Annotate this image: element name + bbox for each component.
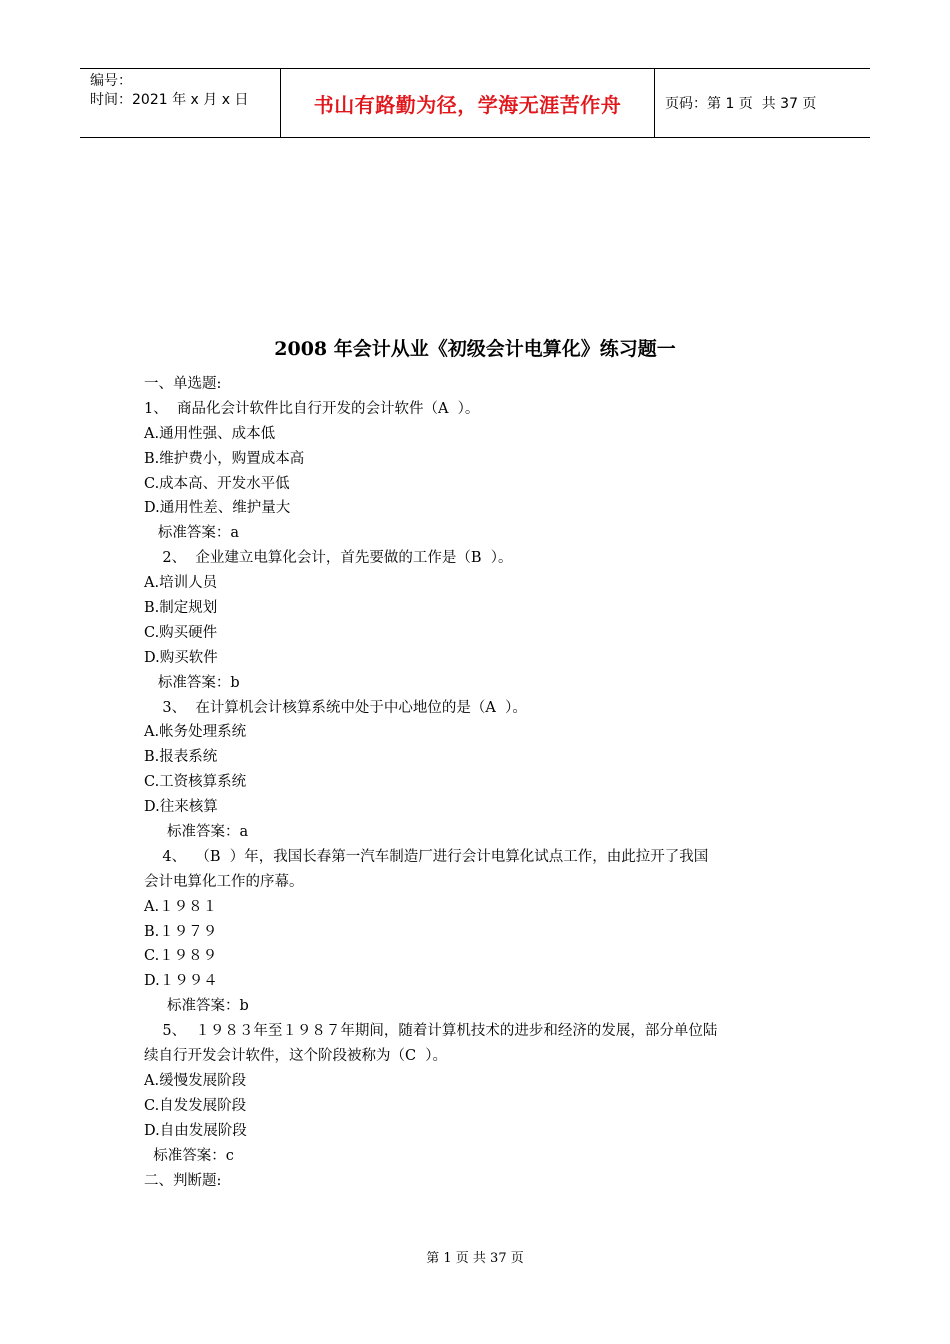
- body-line: 标准答案：a: [144, 824, 249, 841]
- body-line: 3、 在计算机会计核算系统中处于中心地位的是（A ）。: [144, 699, 527, 716]
- page-header: [80, 68, 870, 138]
- question-body: [144, 372, 824, 1193]
- body-line: A.１９８１: [144, 898, 218, 915]
- body-line: 标准答案：b: [144, 674, 240, 691]
- body-line: D.自由发展阶段: [144, 1122, 247, 1139]
- body-line: A.缓慢发展阶段: [144, 1072, 247, 1089]
- document-title: 2008 年会计从业《初级会计电算化》练习题一: [274, 338, 676, 360]
- body-line: C.自发发展阶段: [144, 1097, 247, 1114]
- header-left-cell: [80, 69, 281, 137]
- body-line: B.制定规划: [144, 600, 218, 617]
- page-footer: 第 1 页 共 37 页: [426, 1251, 524, 1266]
- body-line: 标准答案：c: [144, 1147, 234, 1164]
- body-line: C.工资核算系统: [144, 774, 247, 791]
- body-line: 5、 １９８３年至１９８７年期间，随着计算机技术的进步和经济的发展，部分单位陆: [144, 1023, 718, 1040]
- body-line: C.购买硬件: [144, 624, 218, 641]
- body-line: D.购买软件: [144, 649, 218, 666]
- body-line: D.１９９４: [144, 973, 218, 990]
- body-line: B.１９７９: [144, 923, 218, 940]
- body-line: A.培训人员: [144, 575, 218, 592]
- header-page-cell: [655, 69, 870, 137]
- body-line: D.通用性差、维护量大: [144, 500, 291, 517]
- body-line: 二、判断题:: [144, 1172, 222, 1189]
- body-line: D.往来核算: [144, 799, 218, 816]
- body-line: 一、单选题:: [144, 376, 222, 392]
- body-line: A.帐务处理系统: [144, 724, 247, 741]
- body-line: B.报表系统: [144, 749, 218, 766]
- body-line: A.通用性强、成本低: [144, 425, 276, 442]
- body-line: 续自行开发会计软件，这个阶段被称为（C ）。: [144, 1048, 448, 1065]
- body-line: 2、 企业建立电算化会计，首先要做的工作是（B ）。: [144, 550, 513, 567]
- body-line: C.１９８９: [144, 948, 218, 965]
- body-line: 4、 （B ）年，我国长春第一汽车制造厂进行会计电算化试点工作，由此拉开了我国: [144, 848, 709, 865]
- body-line: 1、 商品化会计软件比自行开发的会计软件（A ）。: [144, 400, 480, 417]
- body-line: 标准答案：b: [144, 998, 249, 1015]
- header-motto: 书山有路勤为径，学海无涯苦作舟: [281, 69, 655, 137]
- body-line: B.维护费小，购置成本高: [144, 450, 305, 467]
- document-time-label: 时间：2021 年 x 月 x 日: [90, 92, 249, 108]
- body-line: 会计电算化工作的序幕。: [144, 873, 304, 890]
- header-page-info: 页码：第 1 页 共 37 页: [665, 96, 817, 112]
- body-line: C.成本高、开发水平低: [144, 475, 290, 492]
- document-number-label: 编号：: [90, 73, 132, 89]
- body-line: 标准答案：a: [144, 525, 239, 542]
